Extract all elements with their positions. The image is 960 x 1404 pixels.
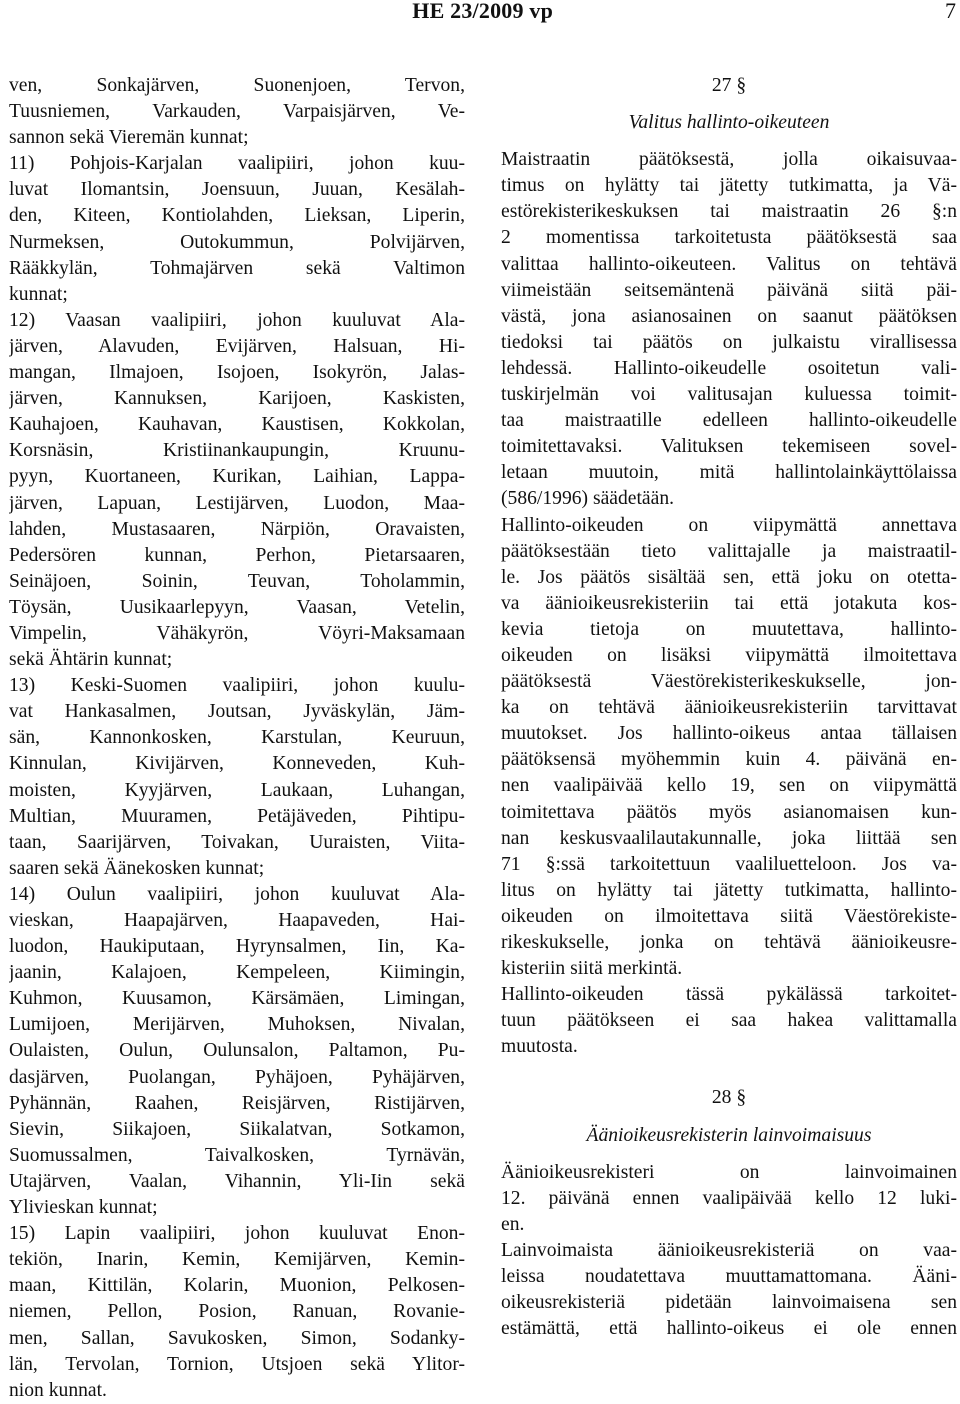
text-line: 12. päivänä ennen vaalipäivää kello 12 luki- [501,1187,957,1209]
text-line: taan, Saarijärven, Toivakan, Uuraisten, Viita- [9,831,465,853]
text-line: kisteriin siitä merkintä. [501,958,683,980]
text-line: Lainvoimaista äänioikeusrekisteriä on vaa- [501,1239,957,1261]
text-line: kunnat; [9,283,68,305]
text-line: valittaa hallinto-oikeuteen. Valitus on tehtävä [501,253,957,275]
text-line: Oulaisten, Oulun, Oulunsalon, Paltamon, Pu- [9,1040,465,1062]
text-line: Korsnäsin, Kristiinankaupungin, Kruunu- [9,440,465,462]
text-line: Ylivieskan kunnat; [9,1197,158,1219]
section-28-number: 28 § [711,1087,747,1109]
text-line: va äänioikeusrekisteriin tai että jotakuta kos- [501,592,957,614]
text-line: Seinäjoen, Soinin, Teuvan, Toholammin, [9,570,465,592]
text-line: Utajärven, Vaalan, Vihannin, Yli-Iin sekä [9,1170,465,1192]
text-line: niemen, Pellon, Posion, Ranuan, Rovanie- [9,1301,465,1323]
text-line: Kuhmon, Kuusamon, Kärsämäen, Limingan, [9,988,465,1010]
text-line: jaanin, Kalajoen, Kempeleen, Kiimingin, [9,962,465,984]
text-line: sän, Kannonkosken, Karstulan, Keuruun, [9,727,465,749]
text-line: vat Hankasalmen, Joutsan, Jyväskylän, Jäm- [9,701,465,723]
text-line: men, Sallan, Savukosken, Simon, Sodanky- [9,1327,465,1349]
text-line: nan keskusvaalilautakunnalle, joka liittää sen [501,827,957,849]
text-line: tuskirjelmän voi valitusajan kuluessa toimit- [501,384,957,406]
text-line: Töysän, Uusikaarlepyyn, Vaasan, Vetelin, [9,596,465,618]
text-line: Rääkkylän, Tohmajärven sekä Valtimon [9,257,465,279]
text-line: päätöksestä Väestörekisterikeskukselle, jon- [501,671,957,693]
text-line: maan, Kittilän, Kolarin, Muonion, Pelkosen- [9,1275,465,1297]
page-header [0,0,960,30]
text-line: estörekisterikeskuksen tai maistraatin 26 §:n [501,201,957,223]
text-line: luvat Ilomantsin, Joensuun, Juuan, Kesälah- [9,179,465,201]
text-line: län, Tervolan, Tornion, Utsjoen sekä Ylitor- [9,1353,465,1375]
text-line: Vimpelin, Vähäkyrön, Vöyri-Maksamaan [9,622,465,644]
text-line: västä, jona asianosainen on saanut päätöksen [501,305,957,327]
section-27 [501,73,957,1060]
text-line: Nurmeksen, Outokummun, Polvijärven, [9,231,465,253]
text-line: le. Jos päätös sisältää sen, että joku on otetta- [501,566,957,588]
text-line: timus on hylätty tai jätetty tutkimatta, ja Vä- [501,175,957,197]
text-line: tekiön, Inarin, Kemin, Kemijärven, Kemin- [9,1249,465,1271]
text-line: oikeusrekisteriä pidetään lainvoimaisena sen [501,1292,957,1314]
text-line: toimitettava päätös myös asianomaisen kun- [501,801,957,823]
text-line: tiedoksi tai päätös on julkaistu virallisessa [501,331,957,353]
paragraph [501,513,957,983]
text-line: 11) Pohjois-Karjalan vaalipiiri, johon kuu- [9,153,465,175]
section-27-number: 27 § [711,75,747,96]
text-line: letaan muutoin, mitä hallintolainkäyttölaissa [501,462,957,484]
text-line: Suomussalmen, Taivalkosken, Tyrnävän, [9,1144,465,1166]
text-line: muutokset. Jos hallinto-oikeus antaa tällaisen [501,723,957,745]
text-line: estämättä, että hallinto-oikeus ei ole ennen [501,1318,957,1340]
text-line: järven, Kannuksen, Karijoen, Kaskisten, [9,388,465,410]
text-line: mangan, Ilmajoen, Isojoen, Isokyrön, Jalas- [9,362,465,384]
text-line: en. [501,1213,525,1235]
text-line: luodon, Haukiputaan, Hyrynsalmen, Iin, Ka- [9,936,465,958]
paragraph [501,1238,957,1342]
section-27-title: Valitus hallinto-oikeuteen [628,112,830,134]
text-line: Maistraatin päätöksestä, jolla oikaisuvaa- [501,149,957,171]
text-line: litus on hylätty tai jätetty tutkimatta, hallinto- [501,879,957,901]
text-line: Kinnulan, Kivijärven, Konneveden, Kuh- [9,753,465,775]
text-line: oikeuden on ilmoitettava siitä Väestörekiste- [501,905,957,927]
text-line: rikeskukselle, jonka on tehtävä äänioikeusre- [501,932,957,953]
text-line: saaren sekä Äänekosken kunnat; [9,857,265,879]
text-line: den, Kiteen, Kontiolahden, Lieksan, Liperin, [9,205,465,227]
text-line: järven, Alavuden, Evijärven, Halsuan, Hi- [9,335,465,357]
text-line: Tuusniemen, Varkauden, Varpaisjärven, Ve- [9,101,465,123]
right-column [501,73,957,1342]
text-line: Äänioikeusrekisteri on lainvoimainen [501,1161,957,1183]
paragraph [501,147,957,512]
section-28 [501,1085,957,1342]
text-line: 12) Vaasan vaalipiiri, johon kuuluvat Ala- [9,309,465,331]
text-line: 15) Lapin vaalipiiri, johon kuuluvat Enon- [9,1223,465,1245]
text-line: dasjärven, Puolangan, Pyhäjoen, Pyhäjärven, [9,1066,465,1088]
text-line: 2 momentissa tarkoitetusta päätöksestä saa [501,227,957,249]
text-line: Pedersören kunnan, Perhon, Pietarsaaren, [9,544,465,566]
text-line: Hallinto-oikeuden on viipymättä annettava [501,514,957,536]
text-line: toimitettavaksi. Valituksen tekemiseen sovel- [501,436,957,458]
text-line: lehdessä. Hallinto-oikeudelle osoitetun vali- [501,357,957,379]
text-line: Lumijoen, Merijärven, Muhoksen, Nivalan, [9,1014,465,1036]
section-28-body [501,1160,957,1343]
text-line: päätöksestään tieto valittajalle ja maistraatil- [501,540,957,562]
page-number: 7 [945,0,956,23]
text-line: Sievin, Siikajoen, Siikalatvan, Sotkamon, [9,1118,465,1140]
text-line: moisten, Kyyjärven, Laukaan, Luhangan, [9,779,465,801]
text-line: (586/1996) säädetään. [501,488,675,510]
text-line: viimeistään seitsemäntenä päivänä siitä päi- [501,279,957,301]
text-line: sekä Ähtärin kunnat; [9,649,173,671]
text-line: ven, Sonkajärven, Suonenjoen, Tervon, [9,75,465,96]
text-line: pyyn, Kuortaneen, Kurikan, Laihian, Lappa- [9,466,465,488]
left-column [9,73,465,1404]
text-line: Pyhännän, Raahen, Reisjärven, Ristijärven, [9,1092,465,1114]
document-id: HE 23/2009 vp [412,0,553,23]
section-27-body [501,147,957,1060]
text-line: vieskan, Haapajärven, Haapaveden, Hai- [9,910,465,931]
text-line: järven, Lapuan, Lestijärven, Luodon, Maa- [9,492,465,514]
paragraph [501,982,957,1060]
text-line: kevia tietoja on muutettava, hallinto- [501,618,957,640]
text-line: päätöksensä myöhemmin kuin 4. päivänä en- [501,749,957,771]
text-line: Multian, Muuramen, Petäjäveden, Pihtipu- [9,805,465,827]
text-line: nion kunnat. [9,1379,107,1401]
text-line: ka on tehtävä äänioikeusrekisteriin tarvittavat [501,697,957,719]
section-28-title: Äänioikeusrekisterin lainvoimaisuus [586,1124,872,1146]
text-line: sannon sekä Vieremän kunnat; [9,127,249,149]
text-line: lahden, Mustasaaren, Närpiön, Oravaisten, [9,518,465,540]
text-line: 13) Keski-Suomen vaalipiiri, johon kuulu- [9,675,465,697]
text-line: taa maistraatille edelleen hallinto-oikeudelle [501,410,957,432]
text-line: leissa noudatettava muuttamattomana. Ääni- [501,1266,957,1288]
text-line: muutosta. [501,1036,578,1058]
paragraph [501,1160,957,1238]
text-line: 71 §:ssä tarkoitettuun vaaliluetteloon. Jos va- [501,853,957,875]
text-line: nen vaalipäivää kello 19, sen on viipymättä [501,775,957,797]
text-line: oikeuden on lisäksi viipymättä ilmoitettava [501,644,957,666]
text-line: Hallinto-oikeuden tässä pykälässä tarkoitet- [501,984,957,1006]
text-line: tuun päätökseen ei saa hakea valittamalla [501,1010,957,1032]
text-line: Kauhajoen, Kauhavan, Kaustisen, Kokkolan, [9,414,465,436]
text-line: 14) Oulun vaalipiiri, johon kuuluvat Ala- [9,883,465,905]
